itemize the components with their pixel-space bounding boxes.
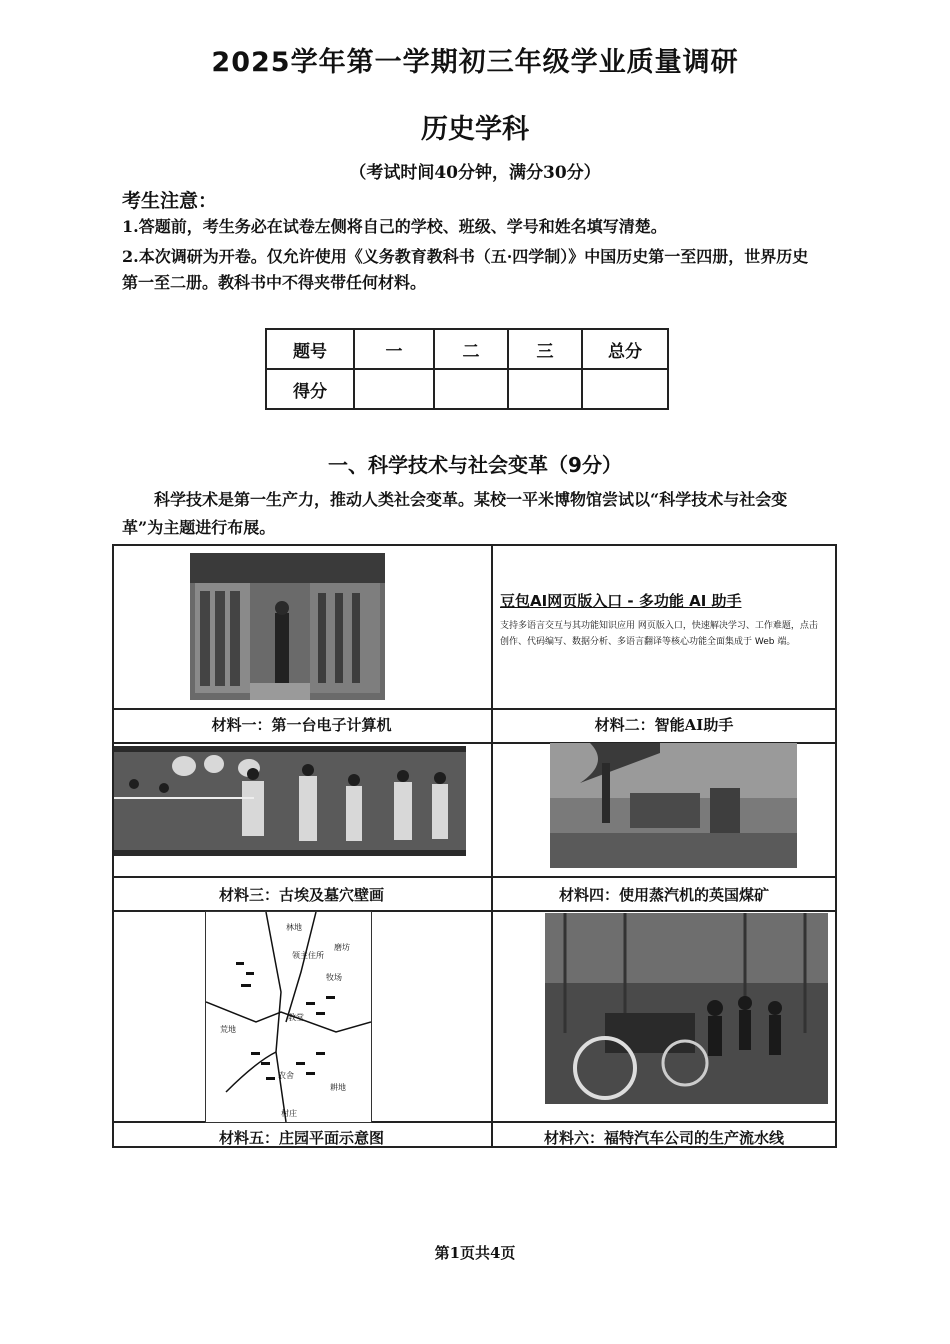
notice-item-2: 2.本次调研为开卷。仅允许使用《义务教育教科书（五·四学制）》中国历史第一至四册，世界历史第一至二册。教科书中不得夹带任何材料。 bbox=[122, 247, 809, 292]
table-cell: 得分 bbox=[266, 369, 354, 409]
caption-material-3: 材料三：古埃及墓穴壁画 bbox=[218, 886, 384, 904]
caption-material-4: 材料四：使用蒸汽机的英国煤矿 bbox=[558, 886, 769, 904]
computer-photo bbox=[190, 553, 385, 700]
notice-heading: 考生注意： bbox=[122, 190, 218, 212]
score-field[interactable] bbox=[508, 369, 582, 409]
exam-title: 2025学年第一学期初三年级学业质量调研 bbox=[211, 47, 739, 78]
caption-material-2: 材料二：智能AI助手 bbox=[594, 716, 734, 734]
map-label: 领主住所 bbox=[292, 951, 324, 960]
score-table bbox=[265, 328, 669, 410]
score-field[interactable] bbox=[354, 369, 434, 409]
table-row bbox=[266, 369, 668, 409]
ai-card-desc: 支持多语言交互与其功能知识应用 网页版入口，快速解决学习、工作难题，点击创作、代码编写、数据分析、多语言翻译等核心功能全面集成于 Web 端。 bbox=[500, 621, 818, 647]
caption-material-6: 材料六：福特汽车公司的生产流水线 bbox=[543, 1129, 784, 1147]
table-cell: 总分 bbox=[582, 329, 668, 369]
manor-plan-map bbox=[205, 911, 372, 1123]
exam-info: （考试时间40分钟，满分30分） bbox=[349, 163, 601, 183]
ai-card-title: 豆包AI网页版入口 - 多功能 AI 助手 bbox=[500, 592, 742, 610]
coal-mine-image bbox=[550, 743, 797, 868]
score-field[interactable] bbox=[434, 369, 508, 409]
section-intro: 科学技术是第一生产力，推动人类社会变革。某校一平米博物馆尝试以“科学技术与社会变革”为主题进行布展。 bbox=[122, 490, 788, 537]
table-cell: 二 bbox=[434, 329, 508, 369]
notice-item-1: 1.答题前，考生务必在试卷左侧将自己的学校、班级、学号和姓名填写清楚。 bbox=[122, 217, 667, 236]
table-cell: 三 bbox=[508, 329, 582, 369]
table-cell: 题号 bbox=[266, 329, 354, 369]
map-label: 荒地 bbox=[220, 1025, 236, 1034]
ford-assembly-photo bbox=[545, 913, 828, 1104]
map-label: 磨坊 bbox=[334, 943, 350, 952]
divider bbox=[491, 546, 493, 1146]
map-label: 农舍 bbox=[278, 1071, 294, 1080]
section-heading: 一、科学技术与社会变革（9分） bbox=[328, 453, 622, 477]
page-number: 第1页共4页 bbox=[434, 1244, 516, 1262]
table-row bbox=[266, 329, 668, 369]
score-field[interactable] bbox=[582, 369, 668, 409]
map-label: 牧场 bbox=[326, 973, 342, 982]
map-label: 村庄 bbox=[281, 1109, 297, 1118]
map-label: 林地 bbox=[286, 923, 302, 932]
divider bbox=[114, 876, 835, 878]
caption-material-5: 材料五：庄园平面示意图 bbox=[218, 1129, 384, 1147]
caption-material-1: 材料一：第一台电子计算机 bbox=[211, 716, 392, 734]
map-label: 耕地 bbox=[330, 1083, 346, 1092]
egypt-mural-image bbox=[114, 746, 466, 856]
subject-title: 历史学科 bbox=[421, 114, 529, 145]
map-label: 教堂 bbox=[288, 1013, 304, 1022]
divider bbox=[114, 708, 835, 710]
table-cell: 一 bbox=[354, 329, 434, 369]
